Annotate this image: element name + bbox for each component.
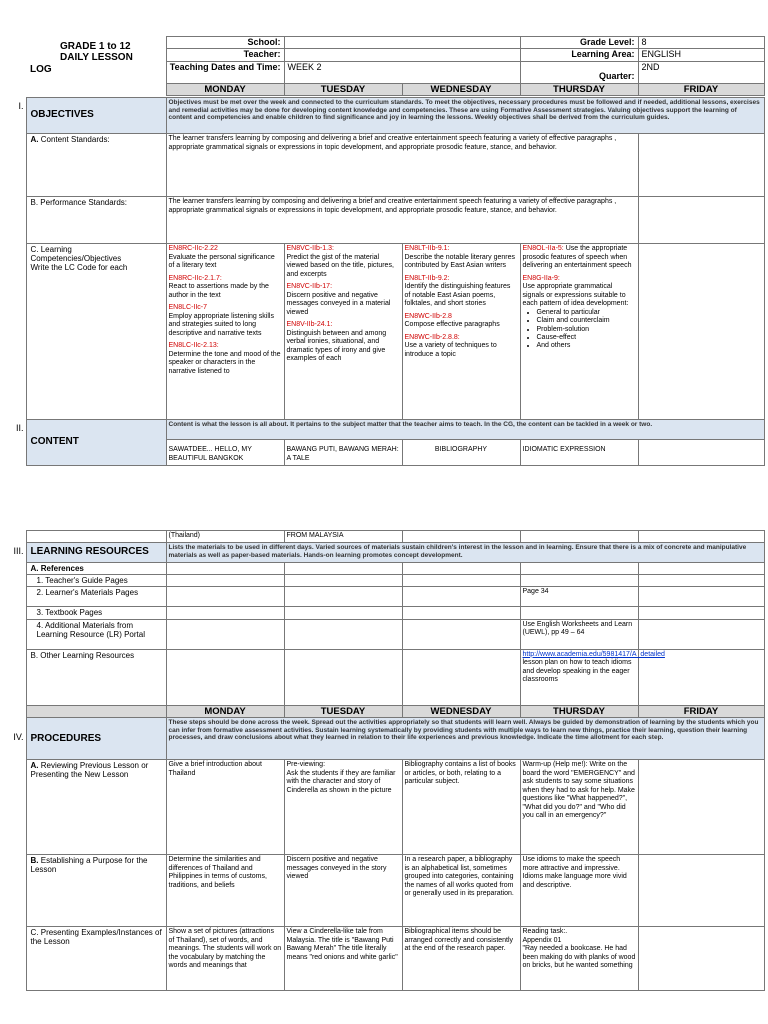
idea-development-list <box>537 309 636 351</box>
content-wednesday: BIBLIOGRAPHY <box>402 440 520 466</box>
procedure-a-tuesday: Pre-viewing: Ask the students if they are familiar with the character and story of Cinderella as shown in the picture <box>284 760 402 855</box>
competencies-monday <box>166 244 284 420</box>
lc-text: Identify the distinguishing features of notable East Asian poems, folktales, and short stories <box>404 283 511 308</box>
lc-code: EN8LC-IIc-2.13: <box>168 342 219 350</box>
school-value[interactable] <box>284 37 520 49</box>
page-one <box>26 36 764 96</box>
lc-code: EN8OL-IIa-5: <box>522 245 564 252</box>
lc-text: Determine the tone and mood of the speaker or characters in the narrative listened to <box>168 350 281 375</box>
list-item: • General to particular <box>537 309 636 317</box>
area-value[interactable]: ENGLISH <box>638 49 764 61</box>
lc-text: Describe the notable literary genres contributed by East Asian writers <box>404 253 516 270</box>
grade-label: Grade Level: <box>520 37 638 49</box>
competencies-friday <box>638 244 764 420</box>
day-monday: MONDAY <box>166 83 284 96</box>
content-standards-letter: A. <box>30 135 39 144</box>
content-standards-friday <box>638 134 764 197</box>
performance-standards-letter: B. <box>30 198 39 207</box>
procedure-a-monday: Give a brief introduction about Thailand <box>166 760 284 855</box>
teacher-label: Teacher: <box>166 49 284 61</box>
procedure-a-thursday: Warm-up (Help me!): Write on the board the word "EMERGENCY" and ask students to say some situations when they had to ask for help. Make questions like "What happened?", "What did you do?" and "Who did you call in an emergency?" <box>520 760 638 855</box>
lc-code: EN8LT-IIb-9.1: <box>404 245 450 252</box>
day-tuesday: TUESDAY <box>284 83 402 96</box>
lc-code: EN8VC-IIb-17: <box>286 283 333 291</box>
procedures-note: These steps should be done across the week. Spread out the activities appropriately so that students will learn well. Always be guided by demonstration of learning by the students which you can infer from formative assessment activities. Sustain learning systematically by providing students with multiple ways to learn new things, practice their learning, question their learning processes, and draw conclusions about what they learned in relation to their life experiences and previous knowledge. Indicate the time allotment for each step. <box>166 718 764 760</box>
lc-code: EN8LC-IIc-7 <box>168 304 208 312</box>
other-resources-label: B. Other Learning Resources <box>26 649 166 705</box>
school-label: School: <box>166 37 284 49</box>
lc-text: Evaluate the personal significance of a literary text <box>168 253 275 270</box>
other-resources-thursday <box>520 649 665 705</box>
competencies-letter: C. <box>30 245 39 254</box>
day-tuesday: TUESDAY <box>284 705 402 718</box>
references-label: A. References <box>26 563 166 575</box>
list-item: • Claim and counterclaim <box>537 317 636 325</box>
procedure-a-letter: A. <box>30 761 39 771</box>
content-standards-text: The learner transfers learning by composing and delivering a brief and creative entertainment speech featuring a variety of effective paragraphs , appropriate grammatical signals or expressions in topic development, and appropriate prosodic feature, stance, and behavior. <box>166 134 638 197</box>
competencies-thursday <box>520 244 638 420</box>
resources-heading: LEARNING RESOURCES <box>26 543 166 563</box>
list-item: • Problem-solution <box>537 326 636 334</box>
content-tuesday: BAWANG PUTI, BAWANG MERAH: A TALE <box>284 440 402 466</box>
lc-text: Use the appropriate prosodic features of speech when delivering an entertainment speech <box>522 245 632 270</box>
day-thursday: THURSDAY <box>520 705 638 718</box>
lc-code: EN8V-IIb-24.1: <box>286 321 333 329</box>
procedure-b-wednesday: In a research paper, a bibliography is an alphabetical list, sometimes grouped into categories, containing the names of all works quoted from or generally used in its preparation. <box>402 855 520 927</box>
list-item: • And others <box>537 342 636 350</box>
day-thursday: THURSDAY <box>520 83 638 96</box>
content-note: Content is what the lesson is all about. It pertains to the subject matter that the teacher aims to teach. In the CG, the content can be tackled in a week or two. <box>166 420 764 440</box>
competencies-label: Learning Competencies/Objectives <box>30 245 122 264</box>
procedure-c-label: Presenting Examples/Instances of the Lesson <box>30 928 162 947</box>
procedure-b-letter: B. <box>30 856 39 866</box>
procedures-roman: IV. <box>0 718 26 760</box>
day-friday: FRIDAY <box>638 83 764 96</box>
day-wednesday: WEDNESDAY <box>402 83 520 96</box>
resources-procedures-table <box>0 530 765 991</box>
procedures-heading: PROCEDURES <box>26 718 166 760</box>
dll-title-line2: DAILY LESSON <box>60 52 133 63</box>
quarter-label: Quarter: <box>520 61 638 83</box>
lesson-plan-text: lesson plan on how to teach idioms and develop speaking in the eager classrooms <box>522 659 632 684</box>
dates-label: Teaching Dates and Time: <box>166 61 284 83</box>
content-monday: SAWATDEE... HELLO, MY BEAUTIFUL BANGKOK <box>166 440 284 466</box>
content-heading: CONTENT <box>26 420 166 466</box>
dll-title-line1: GRADE 1 to 12 <box>60 40 131 52</box>
page-two <box>0 530 764 991</box>
content-tuesday-cont: FROM MALAYSIA <box>284 531 402 543</box>
procedure-c-thursday: Reading task:. Appendix 01 "Ray needed a bookcase. He had been making do with planks of wood on bricks, but he wanted something <box>520 927 638 991</box>
lc-text: React to assertions made by the author in the text <box>168 283 269 299</box>
procedure-a-wednesday: Bibliography contains a list of books or articles, or both, relating to a particular subject. <box>402 760 520 855</box>
day-wednesday: WEDNESDAY <box>402 705 520 718</box>
resources-roman: III. <box>0 543 26 563</box>
objectives-roman: I. <box>0 98 26 134</box>
competencies-wednesday <box>402 244 520 420</box>
lc-code: EN8G-IIa-9: <box>522 274 560 282</box>
procedure-b-monday: Determine the similarities and differences of Thailand and Philippines in terms of customs, traditions, and beliefs <box>166 855 284 927</box>
objectives-note: Objectives must be met over the week and connected to the curriculum standards. To meet the objectives, necessary procedures must be followed and if needed, additional lessons, exercises and remedial activities may be done for developing content knowledge and competencies. These are using Formative Assessment strategies. Valuing objectives support the learning of content and competencies and enable children to find significance and joy in learning the lessons. Weekly objectives shall be derived from the curriculum guides. <box>166 98 764 134</box>
lc-text: Predict the gist of the material viewed based on the title, pictures, and excerpts <box>286 253 394 278</box>
lc-code: EN8RC-IIc-2.1.7: <box>168 274 222 282</box>
area-label: Learning Area: <box>520 49 638 61</box>
day-friday: FRIDAY <box>638 705 764 718</box>
content-standards-label: Content Standards: <box>40 135 110 144</box>
textbook-label: 3. Textbook Pages <box>26 607 166 619</box>
lc-text: Use appropriate grammatical signals or expressions suitable to each pattern of idea development: <box>522 283 629 308</box>
list-item: • Cause-effect <box>537 334 636 342</box>
lesson-plan-link[interactable]: http://www.academia.edu/5981417/A_detailed <box>522 650 665 658</box>
content-roman: II. <box>0 420 26 440</box>
lc-code: EN8RC-IIc-2.22 <box>168 245 218 252</box>
lc-code: EN8VC-IIb-1.3: <box>286 245 334 252</box>
page-one-body <box>0 97 764 466</box>
objectives-heading: OBJECTIVES <box>26 98 166 134</box>
procedure-b-tuesday: Discern positive and negative messages conveyed in the story viewed <box>284 855 402 927</box>
procedure-c-monday: Show a set of pictures (attractions of Thailand), set of words, and meanings. The students will work on the vocabulary by matching the words and meanings that <box>166 927 284 991</box>
procedure-c-letter: C. <box>30 928 39 938</box>
additional-materials-label: 4. Additional Materials from Learning Resource (LR) Portal <box>26 619 166 649</box>
competencies-sub: Write the LC Code for each <box>30 263 128 273</box>
procedure-b-label: Establishing a Purpose for the Lesson <box>30 856 148 875</box>
procedure-c-tuesday: View a Cinderella-like tale from Malaysia. The title is "Bawang Puti Bawang Merah" The title literally means "red onions and white garlic" <box>284 927 402 991</box>
lc-code: EN8WC-IIb-2.8 <box>404 312 452 320</box>
competencies-tuesday <box>284 244 402 420</box>
lc-text: Employ appropriate listening skills and strategies suited to long descriptive and narrative texts <box>168 312 274 337</box>
content-thursday: IDIOMATIC EXPRESSION <box>520 440 638 466</box>
dates-value[interactable]: WEEK 2 <box>284 61 520 83</box>
content-friday <box>638 440 764 466</box>
lc-text: Use a variety of techniques to introduce a topic <box>404 342 497 358</box>
grade-value[interactable]: 8 <box>638 37 764 49</box>
performance-standards-friday <box>638 197 764 244</box>
procedure-b-thursday: Use idioms to make the speech more attractive and impressive. Idioms make language more vivid and descriptive. <box>520 855 638 927</box>
performance-standards-text: The learner transfers learning by composing and delivering a brief and creative entertainment speech featuring a variety of effective paragraphs , appropriate grammatical signals or expressions in topic development, and appropriate prosodic feature, stance, and behavior. <box>166 197 638 244</box>
header-table <box>26 36 765 96</box>
resources-note: Lists the materials to be used in different days. Varied sources of materials sustain children's interest in the lesson and in learning. Ensure that there is a mix of concrete and manipulative materials as well as paper-based materials. Hands-on learning promotes concept development. <box>166 543 764 563</box>
procedure-c-wednesday: Bibliographical items should be arranged correctly and consistently at the end of the research paper. <box>402 927 520 991</box>
lc-text: Discern positive and negative messages conveyed in a material viewed <box>286 291 391 316</box>
teachers-guide-label: 1. Teacher's Guide Pages <box>26 575 166 587</box>
day-monday: MONDAY <box>166 705 284 718</box>
learners-materials-label: 2. Learner's Materials Pages <box>26 587 166 607</box>
learners-materials-thursday: Page 34 <box>520 587 638 607</box>
objectives-table <box>0 97 765 466</box>
lc-code: EN8LT-IIb-9.2: <box>404 274 450 282</box>
lc-text: Distinguish between and among verbal ironies, situational, and dramatic types of irony and give examples of each <box>286 329 387 363</box>
lc-text: Compose effective paragraphs <box>404 321 500 329</box>
content-monday-cont: (Thailand) <box>166 531 284 543</box>
dll-title-line3: LOG <box>30 63 52 75</box>
lc-code: EN8WC-IIb-2.8.8: <box>404 333 460 341</box>
performance-standards-label: Performance Standards: <box>40 198 128 207</box>
teacher-value[interactable] <box>284 49 520 61</box>
procedure-a-label: Reviewing Previous Lesson or Presenting the New Lesson <box>30 761 149 780</box>
additional-materials-thursday: Use English Worksheets and Learn (UEWL), pp 49 – 64 <box>520 619 638 649</box>
quarter-value[interactable]: 2ND <box>638 61 764 83</box>
